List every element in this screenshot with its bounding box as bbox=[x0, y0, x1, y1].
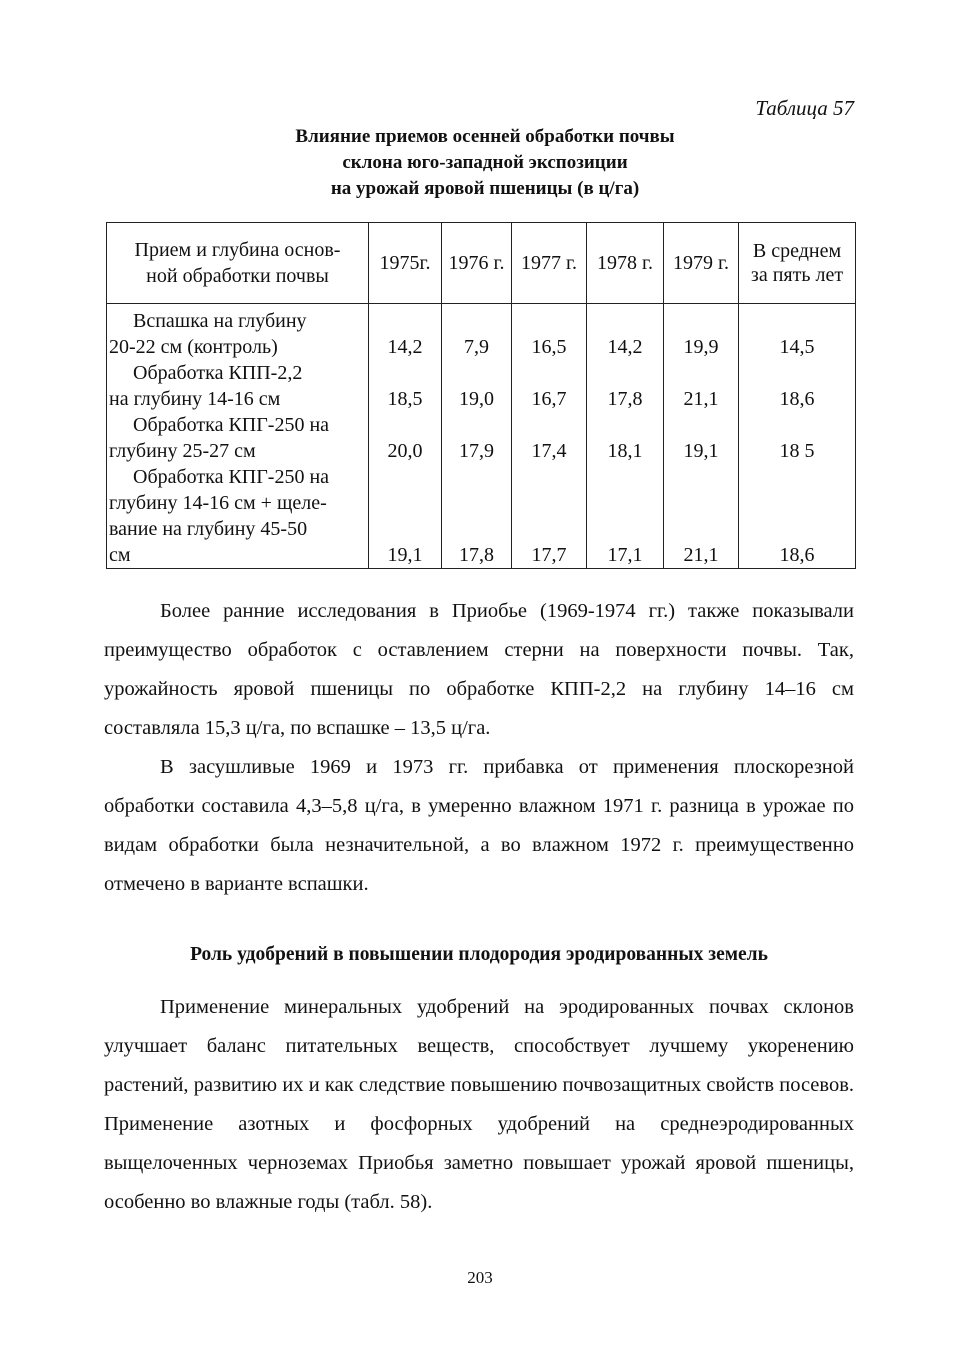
row-label bbox=[107, 412, 369, 464]
row-label-line: см bbox=[109, 544, 131, 566]
cell-value: 21,1 bbox=[664, 360, 739, 412]
body-paragraph: В засушливые 1969 и 1973 гг. прибавка от применения плоскорезной обработки составила 4,3–5,8 ц/га, в умеренно влажном 1971 г. разница в урожае по видам обработки была незначительной, а во влажном 1972 г. преимущественно отмечено в варианте вспашки. bbox=[104, 756, 854, 895]
header-year: 1976 г. bbox=[442, 223, 512, 304]
cell-value: 16,5 bbox=[512, 304, 587, 361]
cell-average: 18 5 bbox=[739, 412, 856, 464]
row-label bbox=[107, 360, 369, 412]
row-label-line: Обработка КПП-2,2 bbox=[133, 362, 303, 384]
table-row bbox=[107, 360, 856, 412]
table-row bbox=[107, 304, 856, 361]
header-average-line: за пять лет bbox=[750, 264, 844, 286]
cell-value: 16,7 bbox=[512, 360, 587, 412]
header-average-line: В среднем bbox=[752, 240, 842, 262]
row-label-line: глубину 14-16 см + щеле- bbox=[109, 492, 327, 514]
yield-table bbox=[106, 222, 856, 569]
cell-value: 21,1 bbox=[664, 464, 739, 569]
cell-value: 17,1 bbox=[587, 464, 664, 569]
cell-value: 14,2 bbox=[369, 304, 442, 361]
body-paragraph: Более ранние исследования в Приобье (1969-1974 гг.) также показывали преимущество обработок с оставлением стерни на поверхности почвы. Так, урожайность яровой пшеницы по обработке КПП-2,2 на глубину 14–16 см составляла 15,3 ц/га, по вспашке – 13,5 ц/га. bbox=[104, 600, 854, 739]
section-heading: Роль удобрений в повышении плодородия эродированных земель bbox=[190, 944, 768, 965]
row-label-line: на глубину 14-16 см bbox=[109, 388, 281, 410]
header-year: 1977 г. bbox=[512, 223, 587, 304]
row-label-line: глубину 25-27 см bbox=[109, 440, 256, 462]
row-label-line: 20-22 см (контроль) bbox=[109, 336, 278, 358]
cell-value: 19,1 bbox=[664, 412, 739, 464]
cell-value: 17,8 bbox=[587, 360, 664, 412]
header-method bbox=[107, 223, 369, 304]
cell-value: 14,2 bbox=[587, 304, 664, 361]
row-label-line: Вспашка на глубину bbox=[133, 310, 307, 332]
cell-value: 17,8 bbox=[442, 464, 512, 569]
cell-value: 19,9 bbox=[664, 304, 739, 361]
row-label-line: Обработка КПГ-250 на bbox=[133, 466, 330, 488]
caption-line: склона юго-западной экспозиции bbox=[342, 152, 628, 173]
row-label bbox=[107, 464, 369, 569]
header-average bbox=[739, 223, 856, 304]
cell-value: 17,7 bbox=[512, 464, 587, 569]
table-caption bbox=[160, 124, 810, 202]
header-method-line: Прием и глубина основ- bbox=[134, 239, 341, 261]
section-paragraph: Применение минеральных удобрений на эродированных почвах склонов улучшает баланс питательных веществ, способствует лучшему укоренению растений, развитию их и как следствие повышению почвозащитных свойств посевов. Применение азотных и фосфорных удобрений на среднеэродированных выщелоченных черноземах Приобья заметно повышает урожай яровой пшеницы, особенно во влажные годы (табл. 58). bbox=[104, 996, 854, 1213]
cell-value: 18,1 bbox=[587, 412, 664, 464]
cell-value: 17,4 bbox=[512, 412, 587, 464]
page-number: 203 bbox=[467, 1268, 493, 1287]
row-label bbox=[107, 304, 369, 361]
table-header-row bbox=[107, 223, 856, 304]
table-number-label: Таблица 57 bbox=[755, 96, 854, 120]
cell-value: 7,9 bbox=[442, 304, 512, 361]
table-row bbox=[107, 464, 856, 569]
cell-value: 18,5 bbox=[369, 360, 442, 412]
caption-line: Влияние приемов осенней обработки почвы bbox=[295, 126, 675, 147]
header-method-line: ной обработки почвы bbox=[146, 265, 329, 287]
cell-value: 19,0 bbox=[442, 360, 512, 412]
row-label-line: Обработка КПГ-250 на bbox=[133, 414, 330, 436]
row-label-line: вание на глубину 45-50 bbox=[109, 518, 308, 540]
cell-value: 17,9 bbox=[442, 412, 512, 464]
cell-value: 20,0 bbox=[369, 412, 442, 464]
cell-average: 18,6 bbox=[739, 464, 856, 569]
cell-value: 19,1 bbox=[369, 464, 442, 569]
table-row bbox=[107, 412, 856, 464]
caption-line: на урожай яровой пшеницы (в ц/га) bbox=[330, 178, 640, 199]
header-year: 1975г. bbox=[369, 223, 442, 304]
header-year: 1978 г. bbox=[587, 223, 664, 304]
header-year: 1979 г. bbox=[664, 223, 739, 304]
cell-average: 14,5 bbox=[739, 304, 856, 361]
cell-average: 18,6 bbox=[739, 360, 856, 412]
